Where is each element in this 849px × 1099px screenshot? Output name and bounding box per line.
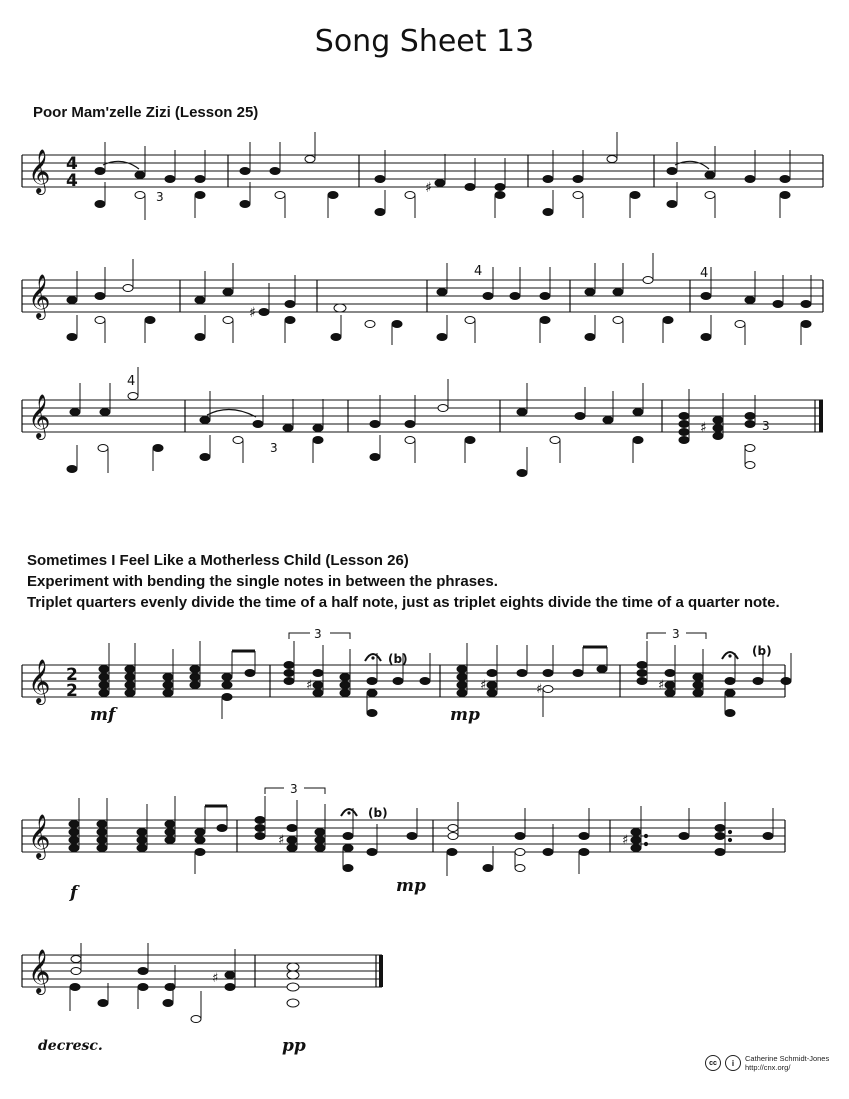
bend-mark: (b) bbox=[752, 644, 772, 658]
triplet-mark: 3 bbox=[314, 627, 322, 641]
triplet-mark: 3 bbox=[762, 419, 770, 433]
song1-system-2 bbox=[0, 265, 849, 345]
fingering-4: 4 bbox=[474, 264, 483, 279]
triplet-mark: 3 bbox=[270, 441, 278, 455]
dynamic-mp: mp bbox=[450, 705, 480, 725]
sharp-icon: ♯ bbox=[536, 682, 543, 697]
treble-clef-icon: 𝄞 bbox=[28, 274, 51, 318]
notes bbox=[95, 132, 790, 220]
song2-system-2 bbox=[0, 780, 849, 903]
bend-mark: (b) bbox=[368, 806, 388, 820]
song2-system-3 bbox=[0, 935, 400, 1055]
sharp-icon: ♯ bbox=[480, 678, 487, 693]
credit-url[interactable]: http://cnx.org/ bbox=[745, 1063, 791, 1072]
time-signature-bottom: 4 bbox=[66, 171, 78, 191]
sharp-icon: ♯ bbox=[278, 833, 285, 848]
dynamic-decresc: decresc. bbox=[38, 1038, 103, 1054]
sharp-icon: ♯ bbox=[700, 420, 707, 436]
sharp-icon: ♯ bbox=[622, 833, 629, 848]
treble-clef-icon: 𝄞 bbox=[28, 394, 51, 438]
song2-title: Sometimes I Feel Like a Motherless Child (Lesson 26) bbox=[27, 552, 409, 569]
triplet-brackets bbox=[289, 633, 706, 639]
dynamic-mp: mp bbox=[396, 876, 426, 896]
treble-clef-icon: 𝄞 bbox=[28, 659, 51, 703]
song2-system-1 bbox=[0, 625, 849, 725]
tie-mark bbox=[103, 161, 139, 169]
time-signature-top: 2 bbox=[66, 665, 78, 685]
song1-title: Poor Mam'zelle Zizi (Lesson 25) bbox=[33, 104, 259, 121]
time-signature-bottom: 2 bbox=[66, 681, 78, 701]
tie-mark bbox=[675, 161, 709, 169]
sharp-icon: ♯ bbox=[306, 678, 313, 693]
treble-clef-icon: 𝄞 bbox=[28, 949, 51, 993]
dynamic-mf: mf bbox=[90, 705, 116, 725]
time-signature-top: 4 bbox=[66, 154, 78, 174]
fingering-4: 4 bbox=[127, 374, 136, 389]
creative-commons-icon: cc bbox=[705, 1055, 721, 1071]
song2-instruction-1: Experiment with bending the single notes in between the phrases. bbox=[27, 573, 498, 590]
staff-lines bbox=[22, 155, 823, 187]
triplet-mark: 3 bbox=[672, 627, 680, 641]
treble-clef-icon: 𝄞 bbox=[28, 814, 51, 858]
sharp-icon: ♯ bbox=[658, 678, 665, 693]
triplet-mark: 3 bbox=[156, 190, 164, 204]
credit-author: Catherine Schmidt-Jones bbox=[745, 1054, 830, 1063]
triplet-mark: 3 bbox=[290, 782, 298, 796]
treble-clef-icon: 𝄞 bbox=[28, 149, 51, 193]
page-title: Song Sheet 13 bbox=[314, 24, 535, 59]
bend-mark: (b) bbox=[388, 652, 408, 666]
song1-system-3 bbox=[0, 374, 849, 505]
dynamic-pp: pp bbox=[282, 1036, 306, 1056]
attribution-icon: i bbox=[725, 1055, 741, 1071]
fingering-4: 4 bbox=[700, 266, 709, 281]
song2-instruction-2: Triplet quarters evenly divide the time of a half note, just as triplet eights divide the time of a quarter note. bbox=[27, 594, 780, 611]
sharp-icon: ♯ bbox=[425, 180, 432, 196]
license-credit bbox=[705, 1054, 829, 1072]
dynamic-f: f bbox=[70, 883, 78, 903]
sharp-icon: ♯ bbox=[249, 305, 256, 321]
sharp-icon: ♯ bbox=[212, 971, 219, 986]
song1-system-1 bbox=[0, 140, 849, 220]
